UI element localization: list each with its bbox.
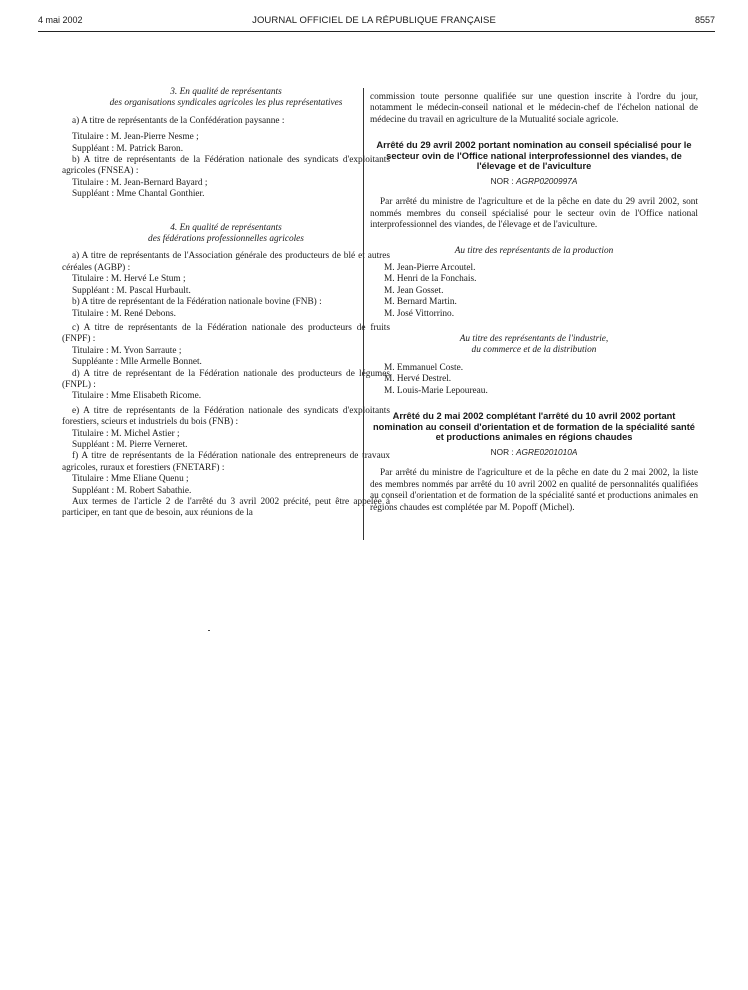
decree-1-group-2-list [370,363,698,397]
section-3-heading-2: des organisations syndicales agricoles les plus représentatives [109,98,343,109]
section-3b-suppleant: Suppléant : Mme Chantal Gonthier. [72,189,205,200]
closing-paragraph: Aux termes de l'article 2 de l'arrêté du 3 avril 2002 précité, peut être appelée à participer, en tant que de besoin, aux réunions de la [62,497,390,519]
section-4a-suppleant: Suppléant : M. Pascal Hurbault. [72,285,191,296]
section-4f-text: f) A titre de représentants de la Fédération nationale des entrepreneurs de travaux agricoles, ruraux et forestiers (FNETARF) : [62,451,390,473]
header-rule [38,31,715,32]
decree-1-title: Arrêté du 29 avril 2002 portant nomination au conseil spécialisé pour le secteur ovin de l'Office national interprofessionnel des viandes, de l'élevage et de l'aviculture [376,140,692,172]
list-item: M. Jean Gosset. [384,285,444,296]
section-4a-titulaire: Titulaire : M. Hervé Le Stum ; [72,274,186,285]
list-item: M. Hervé Destrel. [384,374,452,385]
decree-1-nor: NOR : AGRP0200997A [490,176,578,186]
decree-1-group-1-heading: Au titre des représentants de la production [454,245,614,256]
scan-speck [208,630,210,631]
decree-2-title: Arrêté du 2 mai 2002 complétant l'arrêté du 10 avril 2002 portant nomination au conseil d'orientation et de formation de la spécialité santé et productions animales en régions chaudes [373,411,695,443]
left-column [62,87,390,520]
section-4e-titulaire: Titulaire : M. Michel Astier ; [72,428,180,439]
section-3a-suppleant: Suppléant : M. Patrick Baron. [72,143,184,154]
page-header [0,12,748,32]
decree-2-body: Par arrêté du ministre de l'agriculture et de la pêche en date du 2 mai 2002, la liste des membres nommés par arrêté du 10 avril 2002 en qualité de personnalités qualifiées au conseil d'orientation et de formation de la spécialité santé et productions animales en régions chaudes est complétée par M. Popoff (Michel). [370,468,698,513]
continued-paragraph: commission toute personne qualifiée sur une question inscrite à l'ordre du jour, notamment le médecin-conseil national et le médecin-chef de l'échelon national de médecine du travail en agriculture de la Mutualité sociale agricole. [370,92,698,125]
decree-1-group-1-list [370,263,698,320]
column-separator [363,88,364,540]
section-3b-text: b) A titre de représentants de la Fédération nationale des syndicats d'exploitants agricoles (FNSEA) : [62,155,390,177]
decree-1-group-2-heading-2: du commerce et de la distribution [471,345,597,356]
section-3b-titulaire: Titulaire : M. Jean-Bernard Bayard ; [72,177,208,188]
section-4e-text: e) A titre de représentants de la Fédération nationale des syndicats d'exploitants forestiers, scieurs et industriels du bois (FNB) : [62,405,390,428]
section-4c-suppleant: Suppléante : Mlle Armelle Bonnet. [72,357,202,368]
list-item: M. Henri de la Fonchais. [384,274,477,285]
list-item: M. Bernard Martin. [384,297,457,308]
section-4e-suppleant: Suppléant : M. Pierre Verneret. [72,439,188,450]
section-3a-text: a) A titre de représentants de la Confédération paysanne : [72,115,285,126]
section-4f-titulaire: Titulaire : Mme Eliane Quenu ; [72,474,189,485]
decree-1-group-2-heading-1: Au titre des représentants de l'industrie, [459,334,609,345]
list-item: M. Louis-Marie Lepoureau. [384,385,488,396]
section-3a-titulaire: Titulaire : M. Jean-Pierre Nesme ; [72,132,199,143]
list-item: M. José Vittorrino. [384,308,455,319]
list-item: M. Emmanuel Coste. [384,362,464,373]
section-4-heading-1: 4. En qualité de représentants [170,222,282,233]
list-item: M. Jean-Pierre Arcoutel. [384,263,476,274]
journal-title: JOURNAL OFFICIEL DE LA RÉPUBLIQUE FRANÇAISE [252,15,496,26]
decree-2-nor: NOR : AGRE0201010A [490,446,578,457]
section-4d-titulaire: Titulaire : Mme Elisabeth Ricome. [72,391,202,402]
section-4b-text: b) A titre de représentant de la Fédération nationale bovine (FNB) : [72,297,322,308]
decree-1-body: Par arrêté du ministre de l'agriculture et de la pêche en date du 29 avril 2002, sont nommés membres du conseil spécialisé pour le secteur ovin de l'Office national interprofessionnel des viandes, de l'élevage et de l'aviculture. [370,197,698,231]
right-column [370,92,698,514]
section-4-heading-2: des fédérations professionnelles agricoles [148,234,304,245]
section-4d-text: d) A titre de représentant de la Fédération nationale des producteurs de légumes (FNPL) : [62,368,390,390]
section-4f-suppleant: Suppléant : M. Robert Sabathie. [72,485,192,496]
section-4a-text: a) A titre de représentants de l'Association générale des producteurs de blé et autres céréales (AGBP) : [62,251,390,273]
section-4c-text: c) A titre de représentants de la Fédération nationale des producteurs de fruits (FNPF) : [62,322,390,345]
section-4c-titulaire: Titulaire : M. Yvon Sarraute ; [72,345,182,356]
section-3-heading-1: 3. En qualité de représentants [170,87,282,97]
header-date: 4 mai 2002 [38,15,83,25]
page-number: 8557 [694,15,715,25]
section-4b-titulaire: Titulaire : M. René Debons. [72,308,176,319]
